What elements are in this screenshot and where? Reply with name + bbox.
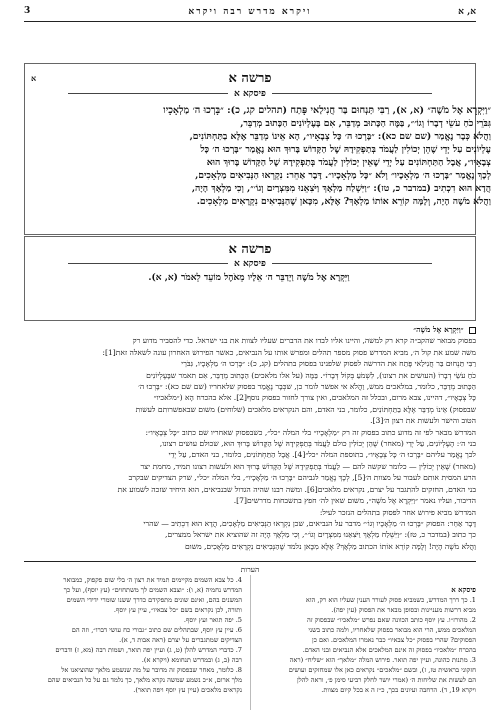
note-line: 2. מהורז״ו. עץ יוסף כותב הכוונה שאם נפרש ״מלאכיו״ שבפסוק זה (307, 616, 476, 624)
commentary-line: וַהֲלֹא מֹשֶׁה הָיָה! וְלָמָּה קוֹרֵא אוֹתוֹ הכתוב מַלְאָךְ? אֶלָּא מִכָּאן נלמד שֶׁהַנְּבִיאִים נִקְרָאִים מַלְאָכִים, משום (185, 541, 476, 551)
commentary-line: הַכָּתוּב מְדַבֵּר, כלומר, במלאכים ממש, וַהֲלֹא אי אפשר לומר כן, שכְּבָר נֶאֱמַר בפסוק שלאחריו (שם שם כא): ״בָּרְכוּ ה׳ (138, 382, 476, 392)
header-page-number: 3 (24, 6, 31, 16)
commentary-heading-box (24, 236, 476, 321)
notes-separator (24, 561, 476, 562)
commentary-line: כֹחַ עֹשֵׂי דְבָרוֹ (העושים את רצונו), לִשְׁמֹעַ בְּקוֹל דְּבָרוֹ״. בַּמֶּה (על אלו מלאכים) הַכָּתוּב מְדַבֵּר, אִם תאמר שבָּעֶלְיוֹנִים (146, 370, 476, 380)
note-line: חזקוני בראשית טז, ז), ובשם ״מלאכים״ נקראים כאן אלו שמחזקים ועושים (288, 666, 476, 674)
note-line: המדרש נחמיה (א, ו): ״וצבא השמים לך משתחוים״ (עץ יוסף), ועל כך (63, 586, 242, 594)
note-line: 8. כלומר, מאחר שבפסוק זה מדובר על מה שנשמע מלאך שהוציאנו אל (61, 666, 242, 674)
midrash-line: וַהֲלֹא כְּבָר נֶאֱמַר (שם שם כא): ״בָּרְכוּ ה׳ כָּל צְבָאָיו״, הָא אֵינוֹ מְדַבֵּר אֶלָּא בַתַּחְתּוֹנִים, (189, 131, 491, 142)
note-line: מביא דרשות מעניינות ובסופן מבאר את הפסוק (עין יפה). (331, 606, 476, 614)
commentary-line: שבפסוק) אֵינוֹ מְדַבֵּר אֶלָּא בַתַּחְתּוֹנִים, כלומר, בני האדם, והם הנקראים מלאכים (שלוחים) משום שבאפשרותם לעשות (135, 404, 476, 414)
midrash-body (59, 104, 491, 208)
commentary-line: המדרש מביא פירוש אחר לפסוק בתהלים הנזכר לעיל: (319, 507, 476, 517)
square-bullet-icon (469, 327, 476, 334)
note-line: הם לעשות את שליחות ה׳ (אמרי יושר לחלק רביעי סימן פ׳, וראה להלן (296, 676, 476, 684)
commentary-line: בפסוק מבואר שהקב״ה קרא רק למשה, והיינו אליו לבדו את הדברים שעליו לצוות את בני ישראל. כדי להסביר מדוע רק (132, 336, 476, 346)
note-line: ותורה, לכן נקראים בשם ״כל צבאיו״, עיין עץ יוסף. (113, 606, 242, 614)
note-line: המלאכים ממש, הרי הוא מבואר בפסוק שלאחריו, ולמה כתוב בשני (308, 626, 476, 634)
note-line: הצדיקים שמתגברים על יצרם (ראה אבות ד, א). (119, 636, 242, 644)
notes-column-right (258, 585, 476, 695)
note-line: המשנים בהם, ואינם שונים מתפקידם כדרך ששנו שומרי ידידי השמים (66, 596, 242, 604)
header-book-title: ויקרא מדרש רבה ויקרא (188, 7, 312, 17)
header-chapter-ref: א, א (458, 7, 476, 17)
piska-heading: פיסקא א (25, 88, 475, 99)
verse-text: וַיִּקְרָא אֶל מֹשֶׁה וַיְדַבֵּר ה׳ אֵלָיו מֵאֹהֶל מוֹעֵד לֵאמֹר (א, א). (148, 273, 350, 283)
piska-heading-2: פיסקא א (25, 258, 475, 269)
parasha-title: פרשה א (228, 71, 272, 86)
commentary-line: בני ה׳: הָעֶלְיוֹנִים, עַל יְדֵי (מאחר) שֶׁהֵן יְכוֹלִין כולם לַעֲמֹד בְּתַפְקִידָהּ שֶׁל הַקָּדוֹשׁ בָּרוּךְ הוּא, שכולם עושים רצונו, (159, 439, 476, 449)
note-line: מלך ארום, א״כ נשמע שמשה נקרא מלאך, כך נלמד גם על כל הנביאים שהם (47, 676, 242, 684)
note-line: 1. כך דרך המדרש, כשמביא פסוק לעורר הענין שעליו הוא רק, הוא (305, 596, 476, 604)
note-line: 7. כדברי המדרש להלן (ט, ג) ועיין יפה תואר, ושמות רבה (מא, ז) ודברים (55, 646, 242, 654)
commentary-line: הדיבור, ועליו נאמר ״וַיִּקְרָא אֶל מֹשֶׁה״, משום שאין לה׳ חפץ בתשבחות מדרשים[7]. (233, 496, 476, 506)
midrash-line: לְכָךְ נֶאֱמַר ״בָּרְכוּ ה׳ מַלְאָכָיו״ וְלֹא ״כָּל מַלְאָכָיו״. דָּבָר אַחֵר: נִקְרְאוּ הַנְּבִיאִים מַלְאָכִים, (195, 170, 491, 181)
notes-column-divider (250, 575, 251, 710)
running-header (24, 6, 476, 20)
midrash-line: גִּבֹּרֵי כֹחַ עֹשֵׂי דְבָרוֹ וְגוֹ׳״, בַּמֶּה הַכָּתוּב מְדַבֵּר, אִם בָּעֶלְיוֹנִים הַכָּתוּב מְדַבֵּר, (240, 118, 491, 129)
commentary-line: המדרש מבאר לפי זה מדוע כתוב בפסוק זה רק ״מַלְאָכָיו״ בלי המלה ״כל״, כשבפסוק שאחריו שם כתוב ״כָּל צְבָאָיו״: (145, 427, 476, 437)
midrash-line: הֲדָא הוּא דִכְתִיב (במדבר כ, טז): ״וַיִּשְׁלַח מַלְאָךְ וַיֹּצִאֵנוּ מִמִּצְרָיִם וְגוֹ׳״, וְכִי מַלְאָךְ הָיָה, (191, 183, 491, 194)
header-rule (24, 21, 476, 22)
commentary-line: לכך נֶאֱמַר עליהם ״בָּרְכוּ ה׳ כָּל צְבָאָיו״, בתוספת המלה ״כל״[4]. אֲבָל הַתַּחְתּוֹנִים, כלומר, בני האדם, עַל יְדֵי (168, 450, 476, 460)
commentary-line: כָּל צְבָאָיו״, דהיינו, צבא מרום, ובכלל זה המלאכים, ואין צורך לחזור בפסוק נוסף[2]. אלא בהכרח הָא (״מלאכיו״ (153, 393, 476, 403)
commentary-line: הרע המסית אותם לעבור על מצוות ה׳[5], לְכָךְ נֶאֱמַר לגביהם ״בָּרְכוּ ה׳ מַלְאָכָיו״, בלי המלה ״כל״, שרק הצדיקים שבקרב (128, 473, 476, 483)
midrash-line: וַהֲלֹא מֹשֶׁה הָיָה, וְלָמָּה קוֹרֵא אוֹתוֹ מַלְאָךְ? אֶלָּא, מִכָּאן שֶׁהַנְּבִיאִים נִקְרָאִים מַלְאָכִים. (196, 196, 491, 207)
note-line: בהכרח ״מלאכיו״ בפסוק זה אינם המלאכים אלא הנביאים ובני האדם. (302, 646, 476, 654)
notes-title: הערות (240, 565, 260, 574)
midrash-line: צְבָאָיו״, אֲבָל הַתַּחְתּוֹנִים עַל יְדֵי שֶׁאֵין יְכוֹלִין לַעֲמֹד בְּתַפְקִידָהּ שֶׁל הַקָּדוֹשׁ בָּרוּךְ הוּא (206, 157, 491, 168)
dibbur-hamatchil (30, 324, 476, 335)
note-line: 6. עיין עץ יוסף, שבתהלים שם כתוב ״גבורי כח עושי דברו״, וזה הם (71, 626, 242, 634)
commentary-line: משה שמע את קול ה׳, מביא המדרש פסוק מספר תהלים ומפרש אותו על הנביאים, כאשר הפירוש האחרון עונה לשאלה זאת[1]: (102, 347, 476, 357)
note-line: ויקרא 19, ד). הרחבה ועיונים בכך, כ״ז ה א בכל קיום מצוות. (321, 686, 476, 694)
midrash-line: עֶלְיוֹנִים עַל יְדֵי שֶׁהֵן יְכוֹלִין לַעֲמֹד בְּתַפְקִידָהּ שֶׁל הַקָּדוֹשׁ בָּרוּךְ הוּא נֶאֱמַר ״בָּרְכוּ ה׳ כָּל (200, 144, 491, 155)
note-line: 3. מתנות כהונה, ועיין יפה תואר. פירוש המלה ״מלאך״ הוא ״שליח״ (ראה (289, 656, 476, 664)
midrash-text-box (24, 63, 491, 235)
commentary-line: בני האדם, החזקים להתגבר על יצרם, נקראים מלאכים[6]. ומשה רבנו שהיה הגדול שבנביאים, הוא היחיד שזכה לשמוע את (117, 484, 476, 494)
midrash-line: ״וַיִּקְרָא אֶל מֹשֶׁה״ (א, א), רַבִּי תַּנְחוּם בַּר חֲנִילַאי פָּתַח (תהלים קג, כ): ״בָּרְכוּ ה׳ מַלְאָכָיו (163, 105, 491, 116)
notes-column-left (24, 575, 242, 695)
commentary-line: הטוב והישר ולעשות את רצון ה׳[3]. (370, 416, 476, 426)
commentary-line: (מאחר) שֶׁאֵין יְכוֹלִין — כלומר שקשה להם — לַעֲמֹד בְּתַפְקִידָהּ שֶׁל הַקָּדוֹשׁ בָּרוּךְ הוּא ולעשות רצונו תמיד, מחמת יצר (140, 461, 476, 471)
note-line: רבה (ב, ג) ובמדרש תנחומא (ויקרא א). (141, 656, 242, 664)
dibbur-text: ״וַיִּקְרָא אֶל מֹשֶׁה״ (413, 325, 464, 334)
note-line: הפסוקים? שהרי בפסוק ״כל צבאיו״ כבר נאמרו המלאכים. ואם כן (312, 636, 476, 644)
note-line: 4. כל צבא השמים מקיימים תמיד את רצון ה׳ בלי שום פקפוק, כמבואר (63, 576, 242, 584)
commentary-body (30, 324, 476, 552)
note-line: 5. יפה תואר ועץ יוסף. (183, 616, 242, 624)
note-line: נקראים מלאכים (עיין עץ יוסף ויפה תואר). (133, 686, 242, 694)
commentary-line: רַבִּי תַּנְחוּם בַּר חֲנִילַאי פָּתַח את הדרשה לפסוק שלפנינו בפסוק בתהלים (קג, כ): ״בָּרְכוּ ה׳ מַלְאָכָיו, גִּבֹּרֵי (181, 359, 476, 369)
parasha-title-2: פרשה א (228, 242, 272, 257)
commentary-line: דָּבָר אַחֵר: הפסוק ״בָּרְכוּ ה׳ מַלְאָכָיו וְגוֹ׳״ מדבר על הנביאים, שכן נִקְרְאוּ הַנְּבִיאִים מַלְאָכִים, הֲדָא הוּא דִכְתִיב — שהרי (143, 518, 476, 528)
commentary-line: כך כתוב (במדבר כ, טז): ״וַיִּשְׁלַח מַלְאָךְ וַיֹּצִאֵנוּ מִמִּצְרָיִם וְגוֹ׳״, וְכִי מַלְאָךְ הָיָה זה שהוציא את ישראל ממצרים, (165, 530, 476, 540)
notes-piska-head: פיסקא א (451, 585, 476, 594)
page-marker-letter: א (31, 73, 37, 83)
